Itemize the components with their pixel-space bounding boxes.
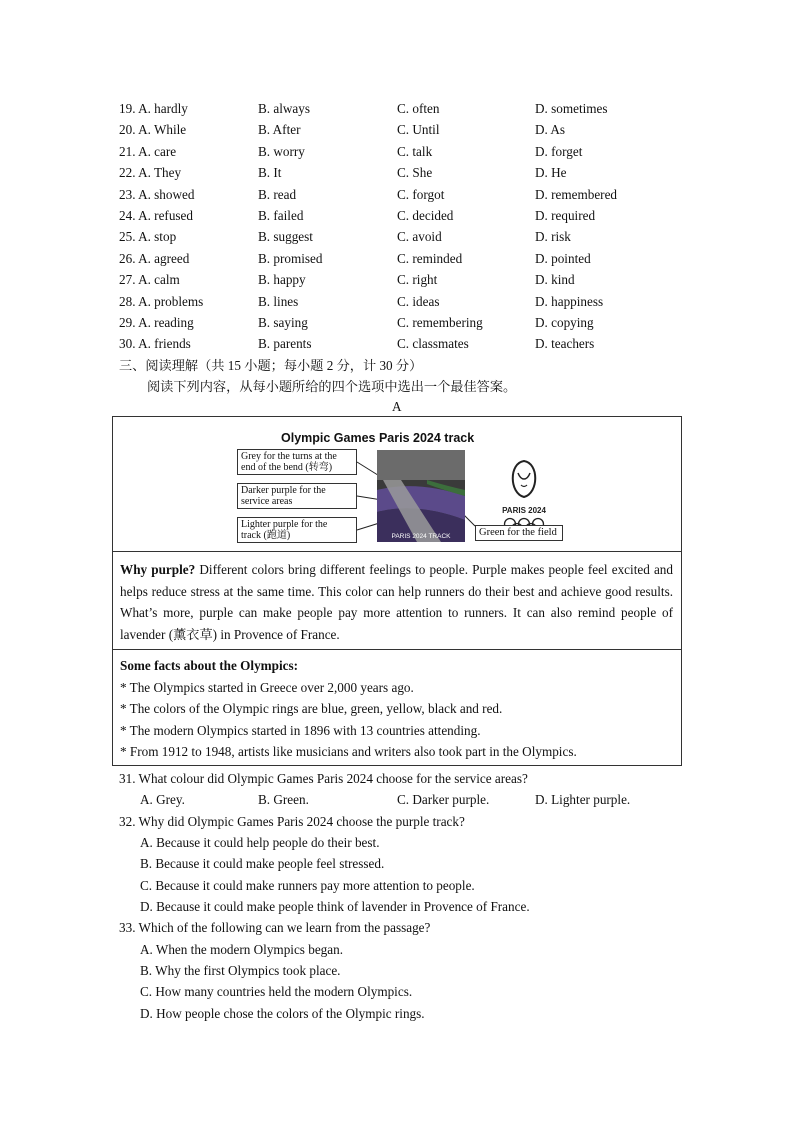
q31-option-d: D. Lighter purple. bbox=[535, 792, 631, 807]
cloze-option-a-text: A. hardly bbox=[138, 101, 188, 116]
cloze-option-d: D. As bbox=[535, 122, 566, 138]
q32-option-c: C. Because it could make runners pay more attention to people. bbox=[140, 878, 475, 893]
cloze-option-c: C. avoid bbox=[397, 229, 442, 245]
why-purple-text: Different colors bring different feelings to people. Purple makes people feel excited and helps reduce stress at the same time. This color can help runners do their best and achieve good results. What’s more, purple can make people pay more attention to runners. It can also remind people of lavender (薰衣草) in Provence of France. bbox=[120, 562, 673, 642]
facts-section bbox=[120, 655, 673, 763]
fact-item: * The Olympics started in Greece over 2,000 years ago. bbox=[120, 679, 414, 695]
track-photo bbox=[377, 450, 465, 542]
cloze-number: 29. bbox=[119, 315, 136, 330]
cloze-option-d: D. required bbox=[535, 208, 596, 223]
cloze-option-a-text: A. While bbox=[138, 122, 187, 138]
cloze-number: 21. bbox=[119, 143, 136, 159]
q33-option-b: B. Why the first Olympics took place. bbox=[140, 963, 341, 978]
cloze-row bbox=[119, 144, 679, 164]
cloze-option-d: D. copying bbox=[535, 315, 594, 330]
cloze-option-d: D. kind bbox=[535, 272, 575, 288]
cloze-option-b: B. always bbox=[258, 101, 311, 116]
cloze-row bbox=[119, 165, 679, 185]
cloze-option-a bbox=[119, 294, 203, 310]
section-title: 三、阅读理解（共 15 小题；每小题 2 分，计 30 分） bbox=[119, 358, 423, 373]
fact-item: * The colors of the Olympic rings are blue, green, yellow, black and red. bbox=[120, 701, 503, 716]
cloze-number: 25. bbox=[119, 229, 136, 245]
why-purple-paragraph bbox=[120, 559, 673, 645]
cloze-option-b: B. It bbox=[258, 165, 282, 181]
cloze-option-c: C. forgot bbox=[397, 186, 445, 202]
cloze-option-a bbox=[119, 315, 194, 331]
cloze-option-c: C. often bbox=[397, 101, 440, 116]
cloze-option-a bbox=[119, 251, 189, 267]
cloze-option-d: D. He bbox=[535, 165, 567, 181]
cloze-row bbox=[119, 122, 679, 142]
cloze-number: 24. bbox=[119, 208, 136, 223]
cloze-option-a-text: A. problems bbox=[138, 293, 204, 309]
cloze-option-b: B. worry bbox=[258, 143, 305, 159]
q31-option-c: C. Darker purple. bbox=[397, 792, 490, 807]
cloze-option-b: B. happy bbox=[258, 272, 306, 288]
cloze-option-b: B. lines bbox=[258, 293, 299, 309]
cloze-option-b: B. failed bbox=[258, 208, 304, 223]
cloze-option-a-text: A. calm bbox=[138, 272, 180, 288]
q31-stem: 31. What colour did Olympic Games Paris 2024 choose for the service areas? bbox=[119, 771, 528, 786]
cloze-option-a-text: A. care bbox=[138, 143, 177, 159]
cloze-number: 23. bbox=[119, 186, 136, 202]
cloze-number: 27. bbox=[119, 272, 136, 288]
cloze-option-d: D. remembered bbox=[535, 186, 618, 202]
cloze-number: 28. bbox=[119, 293, 136, 309]
cloze-number: 26. bbox=[119, 250, 136, 266]
figure-title: Olympic Games Paris 2024 track bbox=[281, 431, 475, 445]
cloze-option-a bbox=[119, 122, 186, 138]
q33-option-a: A. When the modern Olympics began. bbox=[140, 942, 344, 957]
q31-option-b: B. Green. bbox=[258, 792, 309, 807]
q32-option-d: D. Because it could make people think of lavender in Provence of France. bbox=[140, 899, 530, 914]
cloze-option-c: C. reminded bbox=[397, 250, 463, 266]
logo-text: PARIS 2024 bbox=[502, 506, 546, 515]
cloze-option-b: B. After bbox=[258, 122, 301, 138]
q32-option-b: B. Because it could make people feel stressed. bbox=[140, 856, 385, 871]
cloze-option-c: C. remembering bbox=[397, 315, 483, 330]
cloze-option-c: C. ideas bbox=[397, 293, 440, 309]
fact-item: * From 1912 to 1948, artists like musicians and writers also took part in the Olympics. bbox=[120, 744, 577, 759]
cloze-option-b: B. parents bbox=[258, 336, 312, 352]
cloze-option-a bbox=[119, 272, 180, 288]
cloze-row bbox=[119, 101, 679, 121]
cloze-option-a bbox=[119, 336, 191, 352]
cloze-row bbox=[119, 208, 679, 228]
q33-option-d: D. How people chose the colors of the Olympic rings. bbox=[140, 1006, 425, 1021]
q33-stem: 33. Which of the following can we learn from the passage? bbox=[119, 920, 431, 935]
cloze-option-a bbox=[119, 144, 176, 160]
cloze-option-a bbox=[119, 165, 181, 181]
q33-option-c: C. How many countries held the modern Olympics. bbox=[140, 984, 413, 999]
why-purple-heading: Why purple? bbox=[120, 562, 196, 577]
cloze-option-a bbox=[119, 187, 194, 203]
cloze-row bbox=[119, 294, 679, 314]
cloze-option-a-text: A. reading bbox=[138, 315, 194, 330]
cloze-option-a-text: A. stop bbox=[138, 229, 177, 245]
label-light-line2: track (跑道) bbox=[241, 530, 291, 541]
cloze-row bbox=[119, 336, 679, 356]
cloze-option-d: D. forget bbox=[535, 143, 583, 159]
cloze-number: 22. bbox=[119, 165, 136, 181]
cloze-number: 30. bbox=[119, 336, 136, 352]
cloze-option-a-text: A. showed bbox=[138, 186, 195, 202]
label-dark-line1: Darker purple for the bbox=[241, 485, 326, 496]
cloze-option-a bbox=[119, 229, 176, 245]
label-green: Green for the field bbox=[475, 525, 563, 541]
cloze-option-c: C. decided bbox=[397, 208, 454, 223]
cloze-row bbox=[119, 251, 679, 271]
cloze-option-b: B. suggest bbox=[258, 229, 313, 245]
cloze-option-c: C. Until bbox=[397, 122, 440, 138]
cloze-option-b: B. read bbox=[258, 186, 297, 202]
cloze-row bbox=[119, 315, 679, 335]
cloze-option-d: D. pointed bbox=[535, 250, 591, 266]
fact-item: * The modern Olympics started in 1896 with 13 countries attending. bbox=[120, 722, 481, 738]
cloze-option-a-text: A. friends bbox=[138, 336, 191, 352]
q32-option-a: A. Because it could help people do their best. bbox=[140, 835, 380, 850]
label-grey-line2: end of the bend (转弯) bbox=[241, 462, 333, 473]
cloze-option-a-text: A. agreed bbox=[138, 250, 190, 266]
divider-1 bbox=[113, 551, 681, 552]
cloze-option-c: C. classmates bbox=[397, 336, 469, 352]
cloze-option-a bbox=[119, 208, 193, 224]
q31-option-a: A. Grey. bbox=[140, 792, 185, 807]
cloze-option-a-text: A. refused bbox=[138, 208, 193, 223]
cloze-row bbox=[119, 229, 679, 249]
cloze-option-d: D. sometimes bbox=[535, 101, 608, 116]
cloze-option-d: D. happiness bbox=[535, 293, 604, 309]
q32-stem: 32. Why did Olympic Games Paris 2024 choose the purple track? bbox=[119, 814, 465, 829]
passage-label: A bbox=[392, 399, 402, 414]
label-dark-line2: service areas bbox=[241, 496, 293, 507]
cloze-option-a-text: A. They bbox=[138, 165, 182, 181]
cloze-option-d: D. teachers bbox=[535, 336, 595, 352]
label-grey-line1: Grey for the turns at the bbox=[241, 451, 337, 462]
facts-heading: Some facts about the Olympics: bbox=[120, 658, 299, 673]
section-instruction: 阅读下列内容，从每小题所给的四个选项中选出一个最佳答案。 bbox=[147, 379, 517, 394]
cloze-option-c: C. talk bbox=[397, 143, 433, 159]
cloze-number: 20. bbox=[119, 122, 136, 138]
label-light-line1: Lighter purple for the bbox=[241, 519, 328, 530]
cloze-number: 19. bbox=[119, 101, 136, 116]
cloze-option-b: B. promised bbox=[258, 250, 323, 266]
cloze-option-a bbox=[119, 101, 188, 117]
cloze-option-c: C. She bbox=[397, 165, 433, 181]
cloze-option-b: B. saying bbox=[258, 315, 308, 330]
cloze-option-d: D. risk bbox=[535, 229, 571, 245]
cloze-row bbox=[119, 187, 679, 207]
cloze-option-c: C. right bbox=[397, 272, 438, 288]
passage-a-box bbox=[112, 416, 682, 766]
divider-2 bbox=[113, 649, 681, 650]
track-photo-art bbox=[377, 450, 465, 542]
cloze-row bbox=[119, 272, 679, 292]
photo-caption: PARIS 2024 TRACK bbox=[391, 533, 451, 540]
